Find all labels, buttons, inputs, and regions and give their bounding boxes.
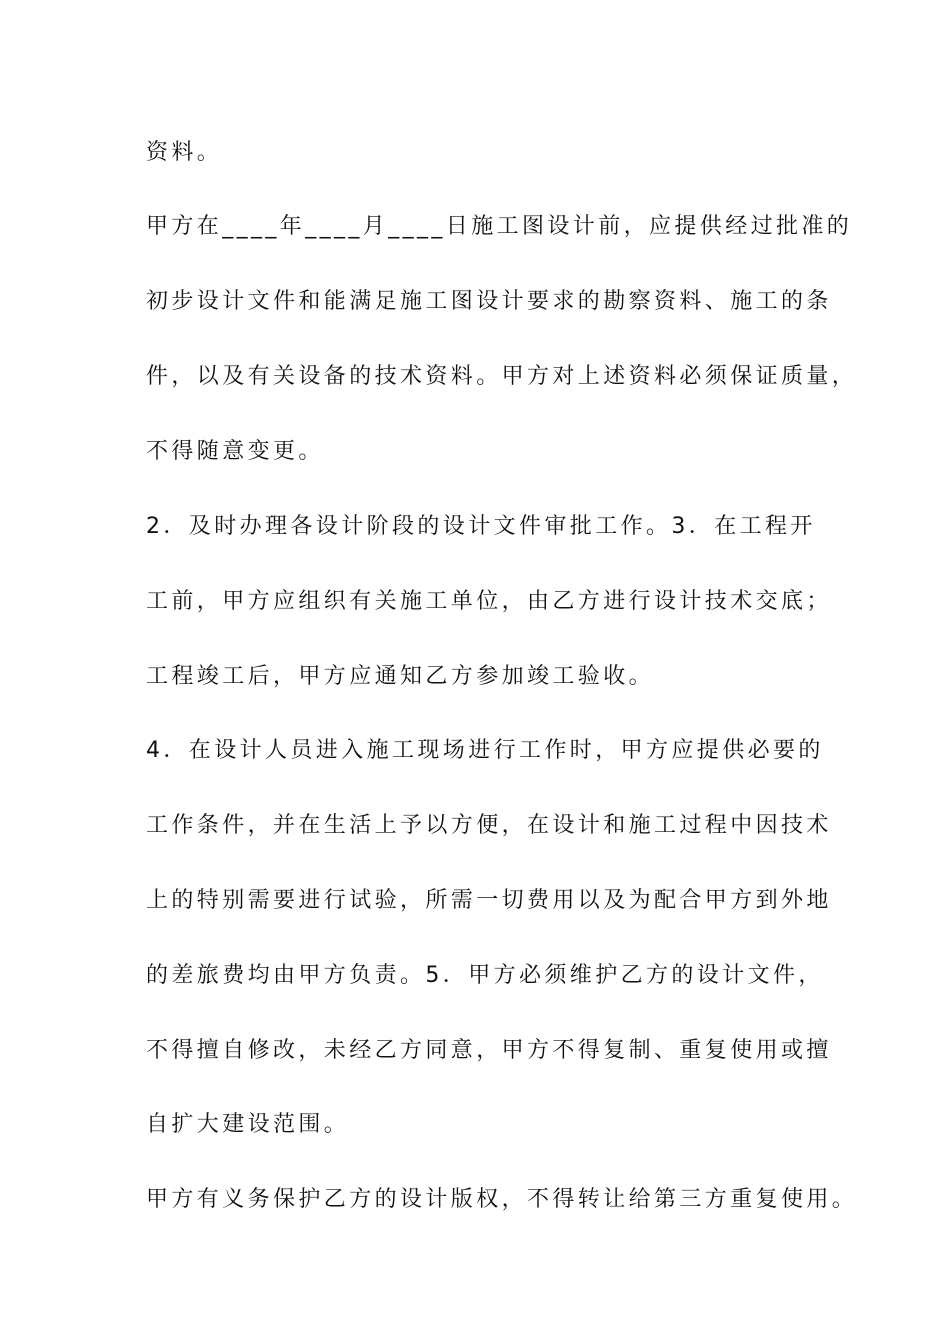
text-line: 工作条件，并在生活上予以方便，在设计和施工过程中因技术: [146, 813, 832, 838]
text-line: 甲方在____年____月____日施工图设计前，应提供经过批准的: [146, 214, 853, 239]
text-line: 工程竣工后，甲方应通知乙方参加竣工验收。: [146, 664, 655, 689]
text-line: 2．及时办理各设计阶段的设计文件审批工作。3．在工程开: [146, 514, 816, 539]
text-line: 初步设计文件和能满足施工图设计要求的勘察资料、施工的条: [146, 289, 832, 314]
text-line: 资料。: [146, 140, 223, 165]
text-line: 工前，甲方应组织有关施工单位，由乙方进行设计技术交底；: [146, 589, 832, 614]
text-line: 的差旅费均由甲方负责。5．甲方必须维护乙方的设计文件，: [146, 963, 824, 988]
text-line: 不得随意变更。: [146, 439, 324, 464]
text-line: 4．在设计人员进入施工现场进行工作时，甲方应提供必要的: [146, 738, 824, 763]
text-line: 上的特别需要进行试验，所需一切费用以及为配合甲方到外地: [146, 888, 832, 913]
text-line: 自扩大建设范围。: [146, 1112, 350, 1137]
text-line: 甲方有义务保护乙方的设计版权，不得转让给第三方重复使用。: [146, 1187, 858, 1212]
text-line: 件，以及有关设备的技术资料。甲方对上述资料必须保证质量，: [146, 364, 858, 389]
text-line: 不得擅自修改，未经乙方同意，甲方不得复制、重复使用或擅: [146, 1038, 832, 1063]
